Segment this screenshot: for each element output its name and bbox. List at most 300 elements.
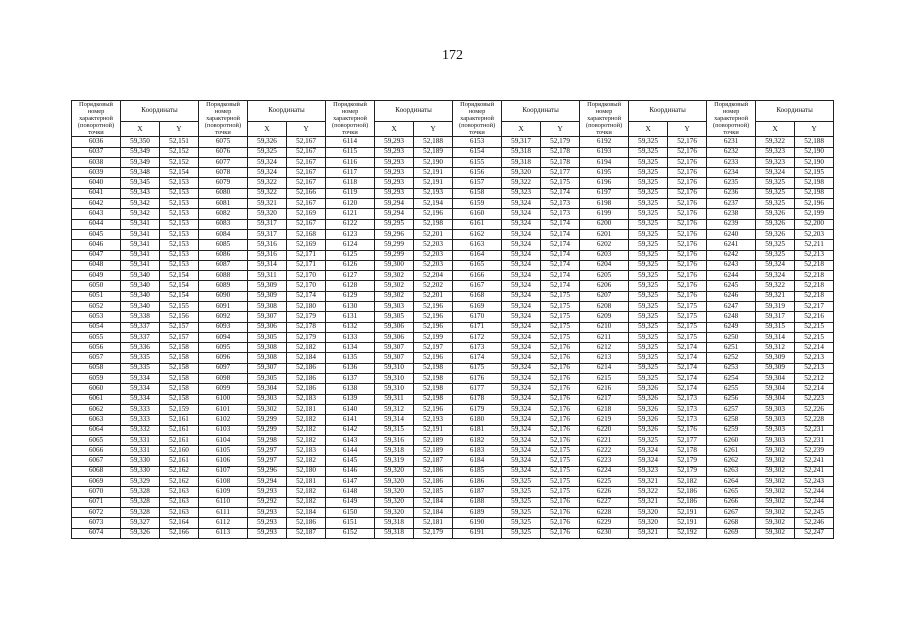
x-cell: 59,305: [248, 374, 287, 384]
x-cell: 59,302: [756, 497, 795, 507]
y-cell: 52,175: [541, 446, 580, 456]
point-number-cell: 6162: [453, 229, 502, 239]
y-cell: 52,177: [541, 168, 580, 178]
x-cell: 59,324: [502, 291, 541, 301]
x-cell: 59,326: [756, 219, 795, 229]
y-cell: 52,175: [541, 301, 580, 311]
x-cell: 59,300: [375, 260, 414, 270]
point-number-cell: 6214: [580, 363, 629, 373]
y-cell: 52,153: [160, 209, 199, 219]
y-cell: 52,245: [795, 507, 834, 517]
y-cell: 52,174: [668, 374, 707, 384]
y-cell: 52,174: [541, 188, 580, 198]
y-cell: 52,174: [668, 343, 707, 353]
point-number-cell: 6143: [326, 435, 375, 445]
header-coordinates: Координаты: [756, 101, 834, 122]
x-cell: 59,341: [121, 240, 160, 250]
x-cell: 59,304: [756, 384, 795, 394]
point-number-cell: 6218: [580, 404, 629, 414]
point-number-cell: 6234: [707, 168, 756, 178]
y-cell: 52,198: [414, 394, 453, 404]
x-cell: 59,318: [375, 446, 414, 456]
point-number-cell: 6094: [199, 332, 248, 342]
table-row: [72, 435, 834, 445]
x-cell: 59,293: [375, 147, 414, 157]
x-cell: 59,335: [121, 363, 160, 373]
x-cell: 59,325: [629, 301, 668, 311]
x-cell: 59,303: [756, 435, 795, 445]
point-number-cell: 6268: [707, 518, 756, 528]
point-number-cell: 6125: [326, 250, 375, 260]
y-cell: 52,191: [414, 168, 453, 178]
point-number-cell: 6164: [453, 250, 502, 260]
y-cell: 52,228: [795, 415, 834, 425]
x-cell: 59,324: [502, 240, 541, 250]
x-cell: 59,341: [121, 250, 160, 260]
point-number-cell: 6260: [707, 435, 756, 445]
y-cell: 52,186: [668, 497, 707, 507]
y-cell: 52,171: [287, 250, 326, 260]
y-cell: 52,176: [541, 528, 580, 538]
point-number-cell: 6231: [707, 137, 756, 147]
point-number-cell: 6130: [326, 301, 375, 311]
table-row: [72, 353, 834, 363]
table-row: [72, 178, 834, 188]
point-number-cell: 6167: [453, 281, 502, 291]
x-cell: 59,302: [248, 404, 287, 414]
x-cell: 59,325: [756, 178, 795, 188]
y-cell: 52,186: [287, 363, 326, 373]
point-number-cell: 6059: [72, 374, 121, 384]
y-cell: 52,176: [668, 199, 707, 209]
point-number-cell: 6229: [580, 518, 629, 528]
point-number-cell: 6140: [326, 404, 375, 414]
y-cell: 52,173: [668, 415, 707, 425]
y-cell: 52,218: [795, 281, 834, 291]
x-cell: 59,295: [375, 219, 414, 229]
y-cell: 52,214: [795, 343, 834, 353]
y-cell: 52,198: [414, 374, 453, 384]
y-cell: 52,153: [160, 229, 199, 239]
x-cell: 59,293: [248, 507, 287, 517]
y-cell: 52,193: [414, 415, 453, 425]
header-y: Y: [287, 122, 326, 137]
x-cell: 59,338: [121, 312, 160, 322]
table-row: [72, 415, 834, 425]
table-row: [72, 168, 834, 178]
point-number-cell: 6048: [72, 260, 121, 270]
y-cell: 52,158: [160, 394, 199, 404]
point-number-cell: 6039: [72, 168, 121, 178]
point-number-cell: 6158: [453, 188, 502, 198]
point-number-cell: 6160: [453, 209, 502, 219]
point-number-cell: 6201: [580, 229, 629, 239]
coordinates-table: [71, 100, 834, 539]
x-cell: 59,325: [629, 219, 668, 229]
y-cell: 52,153: [160, 260, 199, 270]
header-x: X: [121, 122, 160, 137]
point-number-cell: 6198: [580, 199, 629, 209]
header-point-number: Порядковый номер характерной (поворотной) точки: [580, 101, 629, 137]
y-cell: 52,189: [414, 435, 453, 445]
y-cell: 52,188: [414, 137, 453, 147]
y-cell: 52,176: [668, 147, 707, 157]
x-cell: 59,324: [248, 157, 287, 167]
point-number-cell: 6240: [707, 229, 756, 239]
x-cell: 59,305: [375, 312, 414, 322]
x-cell: 59,296: [375, 229, 414, 239]
y-cell: 52,174: [541, 250, 580, 260]
x-cell: 59,320: [375, 507, 414, 517]
point-number-cell: 6116: [326, 157, 375, 167]
y-cell: 52,182: [287, 415, 326, 425]
point-number-cell: 6153: [453, 137, 502, 147]
y-cell: 52,174: [541, 260, 580, 270]
table-row: [72, 363, 834, 373]
x-cell: 59,322: [248, 178, 287, 188]
x-cell: 59,325: [502, 518, 541, 528]
x-cell: 59,299: [248, 425, 287, 435]
header-coordinates: Координаты: [502, 101, 580, 122]
y-cell: 52,186: [414, 477, 453, 487]
x-cell: 59,345: [121, 178, 160, 188]
y-cell: 52,176: [541, 425, 580, 435]
y-cell: 52,175: [541, 477, 580, 487]
x-cell: 59,334: [121, 394, 160, 404]
y-cell: 52,173: [668, 404, 707, 414]
x-cell: 59,303: [756, 404, 795, 414]
table-row: [72, 137, 834, 147]
point-number-cell: 6192: [580, 137, 629, 147]
point-number-cell: 6239: [707, 219, 756, 229]
x-cell: 59,326: [248, 137, 287, 147]
point-number-cell: 6064: [72, 425, 121, 435]
point-number-cell: 6224: [580, 466, 629, 476]
y-cell: 52,175: [541, 322, 580, 332]
table-row: [72, 219, 834, 229]
x-cell: 59,323: [629, 466, 668, 476]
y-cell: 52,175: [541, 291, 580, 301]
y-cell: 52,202: [414, 281, 453, 291]
x-cell: 59,328: [121, 497, 160, 507]
x-cell: 59,309: [248, 281, 287, 291]
point-number-cell: 6112: [199, 518, 248, 528]
table-row: [72, 260, 834, 270]
point-number-cell: 6141: [326, 415, 375, 425]
y-cell: 52,187: [414, 456, 453, 466]
y-cell: 52,175: [541, 487, 580, 497]
x-cell: 59,306: [248, 322, 287, 332]
y-cell: 52,213: [795, 250, 834, 260]
point-number-cell: 6216: [580, 384, 629, 394]
x-cell: 59,325: [629, 209, 668, 219]
point-number-cell: 6074: [72, 528, 121, 538]
point-number-cell: 6166: [453, 271, 502, 281]
y-cell: 52,163: [160, 487, 199, 497]
point-number-cell: 6221: [580, 435, 629, 445]
y-cell: 52,183: [287, 446, 326, 456]
x-cell: 59,308: [248, 343, 287, 353]
y-cell: 52,161: [160, 435, 199, 445]
point-number-cell: 6202: [580, 240, 629, 250]
y-cell: 52,158: [160, 363, 199, 373]
point-number-cell: 6109: [199, 487, 248, 497]
x-cell: 59,324: [502, 312, 541, 322]
point-number-cell: 6113: [199, 528, 248, 538]
y-cell: 52,201: [414, 229, 453, 239]
y-cell: 52,193: [414, 188, 453, 198]
header-coordinates: Координаты: [375, 101, 453, 122]
point-number-cell: 6226: [580, 487, 629, 497]
point-number-cell: 6233: [707, 157, 756, 167]
point-number-cell: 6248: [707, 312, 756, 322]
y-cell: 52,153: [160, 188, 199, 198]
point-number-cell: 6073: [72, 518, 121, 528]
x-cell: 59,343: [121, 188, 160, 198]
x-cell: 59,320: [629, 507, 668, 517]
point-number-cell: 6101: [199, 404, 248, 414]
table-row: [72, 157, 834, 167]
y-cell: 52,246: [795, 518, 834, 528]
y-cell: 52,194: [414, 199, 453, 209]
y-cell: 52,189: [414, 446, 453, 456]
x-cell: 59,325: [629, 260, 668, 270]
point-number-cell: 6046: [72, 240, 121, 250]
x-cell: 59,325: [629, 147, 668, 157]
y-cell: 52,174: [541, 240, 580, 250]
y-cell: 52,182: [287, 435, 326, 445]
header-x: X: [756, 122, 795, 137]
table-row: [72, 209, 834, 219]
point-number-cell: 6243: [707, 260, 756, 270]
point-number-cell: 6068: [72, 466, 121, 476]
x-cell: 59,325: [629, 188, 668, 198]
header-y: Y: [414, 122, 453, 137]
table-row: [72, 528, 834, 538]
x-cell: 59,341: [121, 260, 160, 270]
point-number-cell: 6258: [707, 415, 756, 425]
x-cell: 59,325: [629, 322, 668, 332]
y-cell: 52,161: [160, 425, 199, 435]
point-number-cell: 6084: [199, 229, 248, 239]
x-cell: 59,303: [756, 425, 795, 435]
y-cell: 52,154: [160, 291, 199, 301]
y-cell: 52,153: [160, 199, 199, 209]
x-cell: 59,340: [121, 291, 160, 301]
x-cell: 59,325: [629, 435, 668, 445]
x-cell: 59,328: [121, 507, 160, 517]
y-cell: 52,186: [287, 374, 326, 384]
x-cell: 59,325: [502, 497, 541, 507]
table-row: [72, 229, 834, 239]
y-cell: 52,216: [795, 312, 834, 322]
x-cell: 59,350: [121, 137, 160, 147]
x-cell: 59,304: [756, 374, 795, 384]
point-number-cell: 6180: [453, 415, 502, 425]
point-number-cell: 6261: [707, 446, 756, 456]
y-cell: 52,213: [795, 353, 834, 363]
y-cell: 52,154: [160, 168, 199, 178]
x-cell: 59,302: [756, 466, 795, 476]
x-cell: 59,325: [629, 178, 668, 188]
point-number-cell: 6203: [580, 250, 629, 260]
y-cell: 52,201: [414, 291, 453, 301]
y-cell: 52,180: [287, 466, 326, 476]
y-cell: 52,198: [414, 384, 453, 394]
point-number-cell: 6154: [453, 147, 502, 157]
x-cell: 59,293: [248, 528, 287, 538]
point-number-cell: 6136: [326, 363, 375, 373]
y-cell: 52,191: [414, 425, 453, 435]
x-cell: 59,322: [756, 137, 795, 147]
point-number-cell: 6050: [72, 281, 121, 291]
x-cell: 59,342: [121, 199, 160, 209]
y-cell: 52,218: [795, 260, 834, 270]
point-number-cell: 6148: [326, 487, 375, 497]
y-cell: 52,204: [414, 271, 453, 281]
x-cell: 59,325: [756, 188, 795, 198]
y-cell: 52,168: [287, 229, 326, 239]
point-number-cell: 6124: [326, 240, 375, 250]
x-cell: 59,298: [248, 435, 287, 445]
x-cell: 59,324: [502, 456, 541, 466]
point-number-cell: 6121: [326, 209, 375, 219]
point-number-cell: 6044: [72, 219, 121, 229]
x-cell: 59,326: [629, 384, 668, 394]
y-cell: 52,186: [287, 518, 326, 528]
point-number-cell: 6053: [72, 312, 121, 322]
x-cell: 59,325: [629, 157, 668, 167]
point-number-cell: 6185: [453, 466, 502, 476]
x-cell: 59,304: [248, 384, 287, 394]
x-cell: 59,317: [502, 137, 541, 147]
x-cell: 59,325: [629, 137, 668, 147]
y-cell: 52,176: [668, 425, 707, 435]
y-cell: 52,176: [668, 137, 707, 147]
x-cell: 59,324: [756, 260, 795, 270]
x-cell: 59,318: [502, 147, 541, 157]
y-cell: 52,176: [668, 188, 707, 198]
point-number-cell: 6191: [453, 528, 502, 538]
x-cell: 59,316: [375, 435, 414, 445]
x-cell: 59,340: [121, 281, 160, 291]
x-cell: 59,324: [502, 446, 541, 456]
x-cell: 59,334: [121, 374, 160, 384]
x-cell: 59,294: [375, 199, 414, 209]
x-cell: 59,332: [121, 425, 160, 435]
point-number-cell: 6241: [707, 240, 756, 250]
y-cell: 52,176: [541, 497, 580, 507]
y-cell: 52,158: [160, 384, 199, 394]
point-number-cell: 6072: [72, 507, 121, 517]
x-cell: 59,303: [375, 301, 414, 311]
y-cell: 52,176: [541, 394, 580, 404]
table-body: [72, 137, 834, 539]
y-cell: 52,186: [287, 384, 326, 394]
y-cell: 52,179: [287, 332, 326, 342]
x-cell: 59,329: [121, 477, 160, 487]
y-cell: 52,191: [668, 518, 707, 528]
point-number-cell: 6086: [199, 250, 248, 260]
x-cell: 59,302: [756, 507, 795, 517]
point-number-cell: 6194: [580, 157, 629, 167]
point-number-cell: 6131: [326, 312, 375, 322]
point-number-cell: 6265: [707, 487, 756, 497]
y-cell: 52,174: [287, 291, 326, 301]
point-number-cell: 6129: [326, 291, 375, 301]
y-cell: 52,167: [287, 157, 326, 167]
point-number-cell: 6054: [72, 322, 121, 332]
y-cell: 52,176: [668, 260, 707, 270]
header-coordinates: Координаты: [248, 101, 326, 122]
x-cell: 59,324: [629, 446, 668, 456]
point-number-cell: 6149: [326, 497, 375, 507]
x-cell: 59,317: [756, 312, 795, 322]
point-number-cell: 6120: [326, 199, 375, 209]
header-row-top: [72, 101, 834, 122]
y-cell: 52,199: [795, 209, 834, 219]
x-cell: 59,297: [248, 456, 287, 466]
y-cell: 52,167: [287, 137, 326, 147]
x-cell: 59,325: [629, 374, 668, 384]
header-point-number: Порядковый номер характерной (поворотной) точки: [72, 101, 121, 137]
x-cell: 59,324: [502, 353, 541, 363]
point-number-cell: 6139: [326, 394, 375, 404]
y-cell: 52,231: [795, 435, 834, 445]
y-cell: 52,178: [541, 147, 580, 157]
point-number-cell: 6175: [453, 363, 502, 373]
y-cell: 52,176: [668, 240, 707, 250]
y-cell: 52,213: [795, 363, 834, 373]
x-cell: 59,336: [121, 343, 160, 353]
point-number-cell: 6213: [580, 353, 629, 363]
table-row: [72, 322, 834, 332]
point-number-cell: 6163: [453, 240, 502, 250]
x-cell: 59,328: [121, 487, 160, 497]
y-cell: 52,192: [668, 528, 707, 538]
x-cell: 59,324: [502, 394, 541, 404]
y-cell: 52,203: [414, 260, 453, 270]
header-x: X: [375, 122, 414, 137]
y-cell: 52,179: [541, 137, 580, 147]
header-y: Y: [160, 122, 199, 137]
x-cell: 59,348: [121, 168, 160, 178]
y-cell: 52,175: [668, 332, 707, 342]
header-point-number: Порядковый номер характерной (поворотной) точки: [326, 101, 375, 137]
table-row: [72, 271, 834, 281]
point-number-cell: 6122: [326, 219, 375, 229]
y-cell: 52,178: [287, 322, 326, 332]
point-number-cell: 6179: [453, 404, 502, 414]
y-cell: 52,215: [795, 322, 834, 332]
y-cell: 52,176: [668, 219, 707, 229]
y-cell: 52,175: [541, 332, 580, 342]
point-number-cell: 6123: [326, 229, 375, 239]
point-number-cell: 6204: [580, 260, 629, 270]
y-cell: 52,184: [414, 497, 453, 507]
x-cell: 59,325: [629, 199, 668, 209]
y-cell: 52,184: [287, 507, 326, 517]
x-cell: 59,324: [502, 374, 541, 384]
y-cell: 52,196: [414, 301, 453, 311]
point-number-cell: 6045: [72, 229, 121, 239]
y-cell: 52,241: [795, 466, 834, 476]
table-row: [72, 404, 834, 414]
x-cell: 59,310: [375, 363, 414, 373]
x-cell: 59,324: [502, 281, 541, 291]
x-cell: 59,324: [502, 415, 541, 425]
y-cell: 52,171: [287, 260, 326, 270]
